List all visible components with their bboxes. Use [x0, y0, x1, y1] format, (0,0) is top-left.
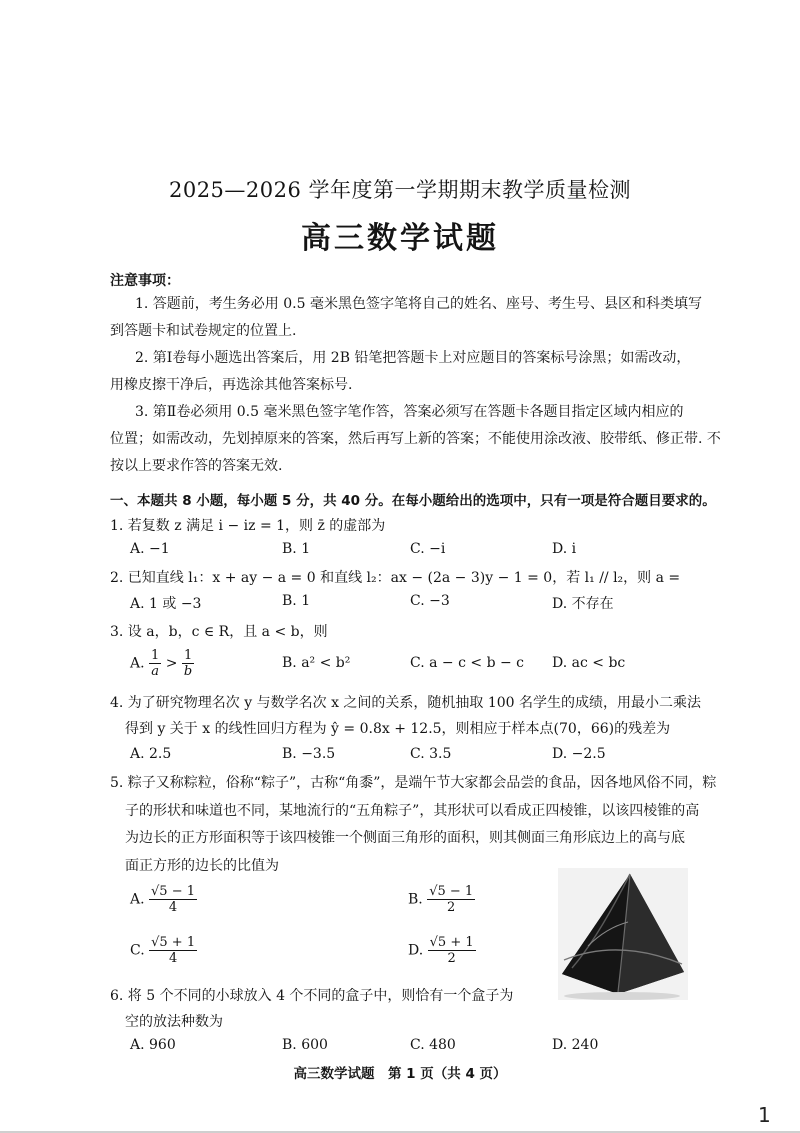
question-5-line-4: 面正方形的边长的比值为	[125, 858, 279, 874]
question-2-option-c: C. −3	[410, 593, 450, 609]
question-6-option-d: D. 240	[552, 1037, 599, 1053]
fraction	[149, 884, 197, 915]
question-1-stem: 1. 若复数 z 满足 i − iz = 1，则 z̄ 的虚部为	[110, 518, 386, 534]
fraction	[149, 935, 197, 966]
question-5-option-a	[130, 884, 197, 915]
denominator: 4	[168, 900, 178, 915]
notice-item-3-line-2: 位置；如需改动，先划掉原来的答案，然后再写上新的答案；不能使用涂改液、胶带纸、修正带. 不	[110, 431, 721, 447]
option-label: B.	[408, 891, 423, 908]
denominator: a	[151, 664, 160, 679]
option-label: D.	[408, 942, 424, 959]
question-4-stem-line-2: 得到 y 关于 x 的线性回归方程为 ŷ = 0.8x + 12.5，则相应于样本点(70，66)的残差为	[125, 721, 671, 737]
question-3-option-d: D. ac < bc	[552, 655, 626, 671]
question-1-option-a: A. −1	[130, 541, 170, 557]
numerator: √5 − 1	[151, 884, 195, 899]
question-3-option-a	[130, 648, 194, 679]
denominator: 2	[447, 951, 456, 966]
numerator: √5 + 1	[429, 935, 474, 950]
fraction	[427, 884, 475, 915]
question-4-option-b: B. −3.5	[282, 746, 336, 762]
question-5-option-c	[130, 935, 197, 966]
question-5-option-b	[408, 884, 475, 915]
question-3-stem: 3. 设 a，b，c ∈ R，且 a < b，则	[110, 624, 328, 640]
question-1-option-b: B. 1	[282, 541, 311, 557]
denominator: 4	[168, 951, 178, 966]
fraction	[428, 935, 476, 966]
question-4-stem-line-1: 4. 为了研究物理名次 y 与数学名次 x 之间的关系，随机抽取 100 名学生的成绩，用最小二乘法	[110, 695, 702, 711]
numerator: 1	[183, 648, 193, 663]
relation-symbol: >	[165, 655, 178, 672]
denominator: b	[183, 664, 193, 679]
notice-item-3-line-3: 按以上要求作答的答案无效.	[110, 458, 283, 474]
notice-item-2-line-2: 用橡皮擦干净后，再选涂其他答案标号.	[110, 377, 353, 393]
notice-heading: 注意事项：	[110, 273, 180, 289]
question-6-option-a: A. 960	[130, 1037, 176, 1053]
notice-item-3-line-1: 3. 第Ⅱ卷必须用 0.5 毫米黑色签字笔作答，答案必须写在答题卡各题目指定区域内相应的	[135, 404, 684, 420]
page-footer: 高三数学试题 第 1 页（共 4 页）	[293, 1066, 507, 1082]
question-4-option-a: A. 2.5	[130, 746, 172, 762]
question-1-option-c: C. −i	[410, 541, 446, 557]
option-label: A.	[130, 891, 145, 908]
question-3-option-b: B. a² < b²	[282, 655, 351, 671]
notice-item-1-line-2: 到答题卡和试卷规定的位置上.	[110, 323, 297, 339]
option-label: C.	[130, 942, 145, 959]
section-1-heading: 一、本题共 8 小题，每小题 5 分，共 40 分。在每小题给出的选项中，只有一项是符合题目要求的。	[110, 493, 716, 509]
question-6-option-b: B. 600	[282, 1037, 328, 1053]
zongzi-photo	[558, 868, 688, 1000]
page-number: 1	[758, 1103, 771, 1127]
question-5-option-d	[408, 935, 476, 966]
question-2-option-b: B. 1	[282, 593, 311, 609]
question-5-line-1: 5. 粽子又称粽粒，俗称“粽子”，古称“角黍”，是端午节大家都会品尝的食品，因各地风俗不同，粽	[110, 775, 717, 791]
question-1-option-d: D. i	[552, 541, 577, 557]
numerator: 1	[151, 648, 160, 663]
numerator: √5 − 1	[429, 884, 474, 899]
question-6-line-2: 空的放法种数为	[125, 1014, 223, 1030]
question-5-line-2: 子的形状和味道也不同，某地流行的“五角粽子”，其形状可以看成正四棱锥，以该四棱锥的高	[125, 803, 700, 819]
question-3-option-c: C. a − c < b − c	[410, 655, 524, 671]
notice-item-1-line-1: 1. 答题前，考生务必用 0.5 毫米黑色签字笔将自己的姓名、座号、考生号、县区和科类填写	[135, 296, 702, 312]
question-2-option-d: D. 不存在	[552, 596, 614, 612]
numerator: √5 + 1	[151, 935, 196, 950]
fraction-1-over-a	[149, 648, 161, 679]
page-title: 高三数学试题	[301, 221, 499, 256]
question-2-option-a: A. 1 或 −3	[130, 596, 202, 612]
question-5-line-3: 为边长的正方形面积等于该四棱锥一个侧面三角形的面积，则其侧面三角形底边上的高与底	[125, 830, 685, 846]
question-4-option-d: D. −2.5	[552, 746, 606, 762]
option-label: A.	[130, 655, 145, 672]
question-6-line-1: 6. 将 5 个不同的小球放入 4 个不同的盒子中，则恰有一个盒子为	[110, 988, 514, 1004]
denominator: 2	[447, 900, 456, 915]
exam-subtitle: 2025—2026 学年度第一学期期末教学质量检测	[168, 178, 632, 202]
notice-item-2-line-1: 2. 第Ⅰ卷每小题选出答案后，用 2B 铅笔把答题卡上对应题目的答案标号涂黑；如需改动，	[135, 350, 691, 366]
question-6-option-c: C. 480	[410, 1037, 456, 1053]
question-4-option-c: C. 3.5	[410, 746, 452, 762]
fraction-1-over-b	[182, 648, 194, 679]
question-2-stem: 2. 已知直线 l₁：x + ay − a = 0 和直线 l₂：ax − (2a − 3)y − 1 = 0，若 l₁ // l₂，则 a =	[110, 570, 681, 586]
